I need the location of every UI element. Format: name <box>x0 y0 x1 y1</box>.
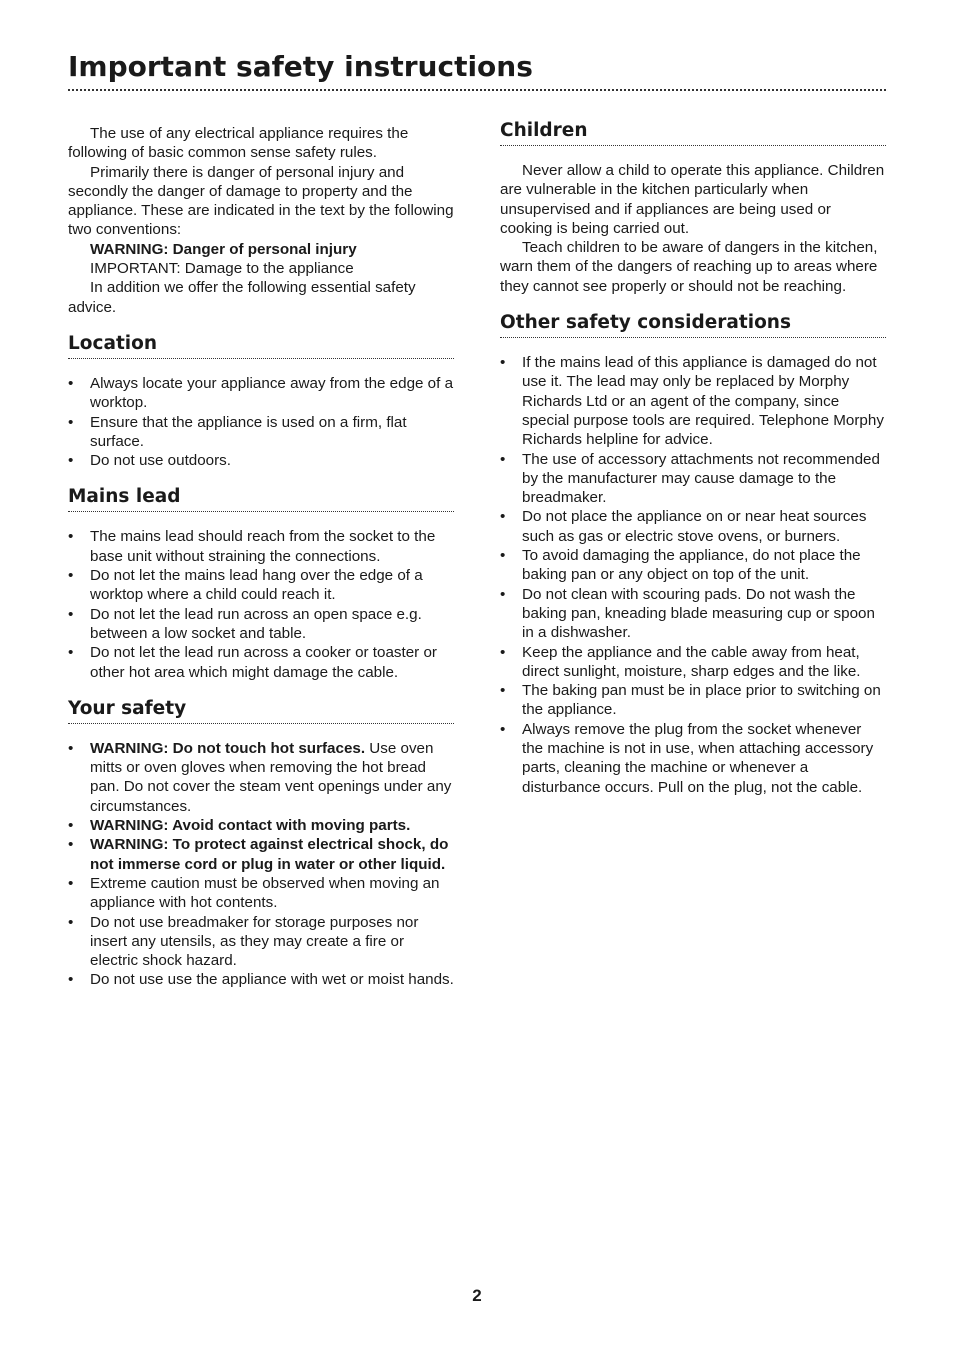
children-heading: Children <box>500 120 886 146</box>
list-item: • Do not use breadmaker for storage purposes nor insert any utensils, as they may create a fire or electric shock hazard. <box>68 913 419 970</box>
bullet-icon: • <box>68 452 74 470</box>
list-item: • Do not place the appliance on or near heat sources such as gas or electric stove ovens, or burners. <box>500 508 867 545</box>
bullet-icon: • <box>68 817 74 835</box>
children-paragraph-2: Teach children to be aware of dangers in the kitchen, warn them of the dangers of reaching up to areas where they cannot see properly or should not be reaching. <box>500 239 878 295</box>
bullet-icon: • <box>500 547 506 565</box>
list-item: • WARNING: Do not touch hot surfaces. Use oven mitts or oven gloves when removing the hot bread pan. Do not cover the steam vent openings under any circumstances. <box>68 739 452 815</box>
intro-paragraph-2: Primarily there is danger of personal injury and secondly the danger of damage to property and the appliance. These are indicated in the text by the following two conventions: <box>68 163 454 239</box>
warning-text: WARNING: To protect against electrical shock, do not immerse cord or plug in water or other liquid. <box>90 836 449 873</box>
list-item: • Do not let the lead run across an open space e.g. between a low socket and table. <box>68 605 422 642</box>
bullet-icon: • <box>68 874 74 892</box>
children-paragraph-1: Never allow a child to operate this appliance. Children are vulnerable in the kitchen particularly when unsupervised and if appliances are being used or cooking is being carried out. <box>500 162 885 237</box>
left-column <box>68 124 454 990</box>
children-section <box>500 161 886 296</box>
list-item: • Always remove the plug from the socket whenever the machine is not in use, when attaching accessory parts, cleaning the machine or whenever a disturbance occurs. Pull on the plug, not the cable. <box>500 720 874 796</box>
list-item: • Do not use outdoors. <box>68 452 231 470</box>
list-item: • Ensure that the appliance is used on a firm, flat surface. <box>68 413 407 450</box>
bullet-icon: • <box>500 450 506 468</box>
bullet-icon: • <box>500 585 506 603</box>
location-heading: Location <box>68 333 454 359</box>
your-safety-list <box>68 739 454 990</box>
bullet-icon: • <box>68 605 74 623</box>
location-list <box>68 374 454 470</box>
bullet-icon: • <box>68 971 74 989</box>
warning-convention: WARNING: Danger of personal injury <box>90 240 357 258</box>
list-item: • Do not let the lead run across a cooker or toaster or other hot area which might damage the cable. <box>68 644 437 681</box>
list-item: • Extreme caution must be observed when moving an appliance with hot contents. <box>68 874 440 912</box>
mains-lead-list <box>68 527 454 681</box>
warning-text: WARNING: Avoid contact with moving parts. <box>90 817 411 835</box>
list-item: • Keep the appliance and the cable away from heat, direct sunlight, moisture, sharp edges and the like. <box>500 643 861 680</box>
bullet-icon: • <box>68 644 74 662</box>
bullet-icon: • <box>68 913 74 931</box>
page-number: 2 <box>472 1286 482 1305</box>
list-item: • To avoid damaging the appliance, do not place the baking pan or any object on top of the unit. <box>500 547 861 584</box>
warning-text: WARNING: Do not touch hot surfaces. <box>90 739 366 757</box>
intro-paragraph-3: In addition we offer the following essential safety advice. <box>68 279 416 316</box>
bullet-icon: • <box>500 508 506 526</box>
list-item: • The use of accessory attachments not recommended by the manufacturer may cause damage to the breadmaker. <box>500 450 880 507</box>
important-convention: IMPORTANT: Damage to the appliance <box>90 260 354 278</box>
list-item: • Always locate your appliance away from the edge of a worktop. <box>68 374 454 412</box>
bullet-icon: • <box>68 567 74 585</box>
list-item: • The baking pan must be in place prior to switching on the appliance. <box>500 682 881 719</box>
right-column <box>500 120 886 797</box>
intro-paragraph-1: The use of any electrical appliance requires the following of basic common sense safety rules. <box>68 125 409 162</box>
bullet-icon: • <box>68 374 74 392</box>
your-safety-heading: Your safety <box>68 698 454 724</box>
other-safety-list <box>500 353 886 797</box>
bullet-icon: • <box>68 528 74 546</box>
list-item: • Do not let the mains lead hang over the edge of a worktop where a child could reach it. <box>68 567 423 604</box>
list-item: • Do not use use the appliance with wet or moist hands. <box>68 971 454 989</box>
list-item: • If the mains lead of this appliance is damaged do not use it. The lead may only be replaced by Morphy Richards Ltd or an agent of the company, since special purpose tools are required. Telephone Morphy Richards helpline for advice. <box>500 354 884 449</box>
list-item <box>68 816 454 835</box>
mains-lead-heading: Mains lead <box>68 486 454 512</box>
bullet-icon: • <box>500 720 506 738</box>
list-item: • Do not clean with scouring pads. Do not wash the baking pan, kneading blade measuring cup or spoon in a dishwasher. <box>500 585 875 642</box>
intro-section <box>68 124 454 317</box>
other-safety-heading: Other safety considerations <box>500 312 886 338</box>
page-title: Important safety instructions <box>68 48 886 91</box>
bullet-icon: • <box>68 739 74 757</box>
bullet-icon: • <box>500 682 506 700</box>
bullet-icon: • <box>68 836 74 854</box>
bullet-icon: • <box>500 643 506 661</box>
list-item <box>68 835 454 874</box>
list-item: • The mains lead should reach from the socket to the base unit without straining the connections. <box>68 528 436 565</box>
bullet-icon: • <box>68 413 74 431</box>
bullet-icon: • <box>500 354 506 372</box>
